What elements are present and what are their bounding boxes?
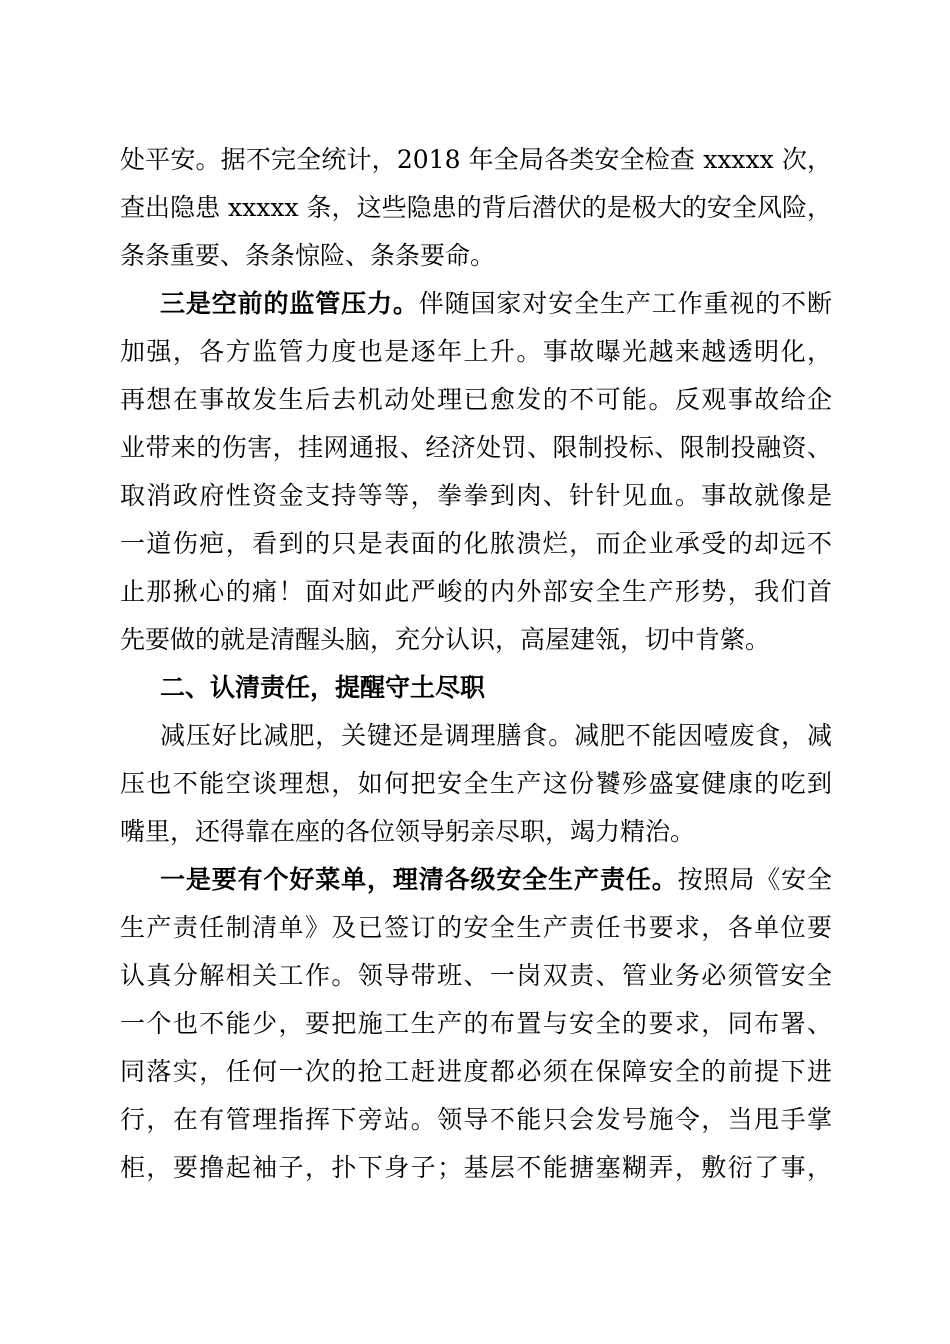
paragraph-text: 伴随国家对安全生产工作重视的不断 — [418, 289, 832, 318]
paragraph-text: 按照局《安全 — [677, 865, 832, 894]
body-line: 压也不能空谈理想，如何把安全生产这份饕殄盛宴健康的吃到 — [120, 769, 832, 798]
body-line: 止那揪心的痛！面对如此严峻的内外部安全生产形势，我们首 — [120, 577, 832, 606]
body-line: 加强，各方监管力度也是逐年上升。事故曝光越来越透明化， — [120, 337, 832, 366]
paragraph-line-with-lead — [160, 864, 832, 896]
body-line: 一道伤疤，看到的只是表面的化脓溃烂，而企业承受的却远不 — [120, 529, 832, 558]
body-line: 嘴里，还得靠在座的各位领导躬亲尽职，竭力精治。 — [120, 817, 696, 846]
body-line: 条条重要、条条惊险、条条要命。 — [120, 241, 496, 270]
paragraph-line-with-lead — [160, 288, 832, 320]
body-line: 同落实，任何一次的抢工赶进度都必须在保障安全的前提下进 — [120, 1057, 832, 1086]
body-line: 再想在事故发生后去机动处理已愈发的不可能。反观事故给企 — [120, 385, 832, 414]
body-line: 一个也不能少，要把施工生产的布置与安全的要求，同布署、 — [120, 1009, 832, 1038]
body-line: 认真分解相关工作。领导带班、一岗双责、管业务必须管安全 — [120, 961, 832, 990]
body-line: 处平安。据不完全统计，2018 年全局各类安全检查 xxxxx 次， — [120, 145, 832, 174]
body-line: 柜，要撸起袖子，扑下身子；基层不能搪塞糊弄，敷衍了事， — [120, 1153, 832, 1182]
paragraph-lead-bold: 三是空前的监管压力。 — [160, 289, 419, 318]
body-line: 业带来的伤害，挂网通报、经济处罚、限制投标、限制投融资、 — [120, 433, 832, 462]
body-line: 先要做的就是清醒头脑，充分认识，高屋建瓴，切中肯綮。 — [120, 625, 771, 654]
body-line: 减压好比减肥，关键还是调理膳食。减肥不能因噎废食，减 — [160, 721, 832, 750]
body-line: 生产责任制清单》及已签订的安全生产责任书要求，各单位要 — [120, 913, 832, 942]
body-line: 取消政府性资金支持等等，拳拳到肉、针针见血。事故就像是 — [120, 481, 832, 510]
body-line: 行，在有管理指挥下旁站。领导不能只会发号施令，当甩手掌 — [120, 1105, 832, 1134]
section-heading: 二、认清责任，提醒守土尽职 — [160, 673, 486, 702]
paragraph-lead-bold: 一是要有个好菜单，理清各级安全生产责任。 — [160, 865, 678, 894]
body-line: 查出隐患 xxxxx 条，这些隐患的背后潜伏的是极大的安全风险， — [120, 193, 832, 222]
